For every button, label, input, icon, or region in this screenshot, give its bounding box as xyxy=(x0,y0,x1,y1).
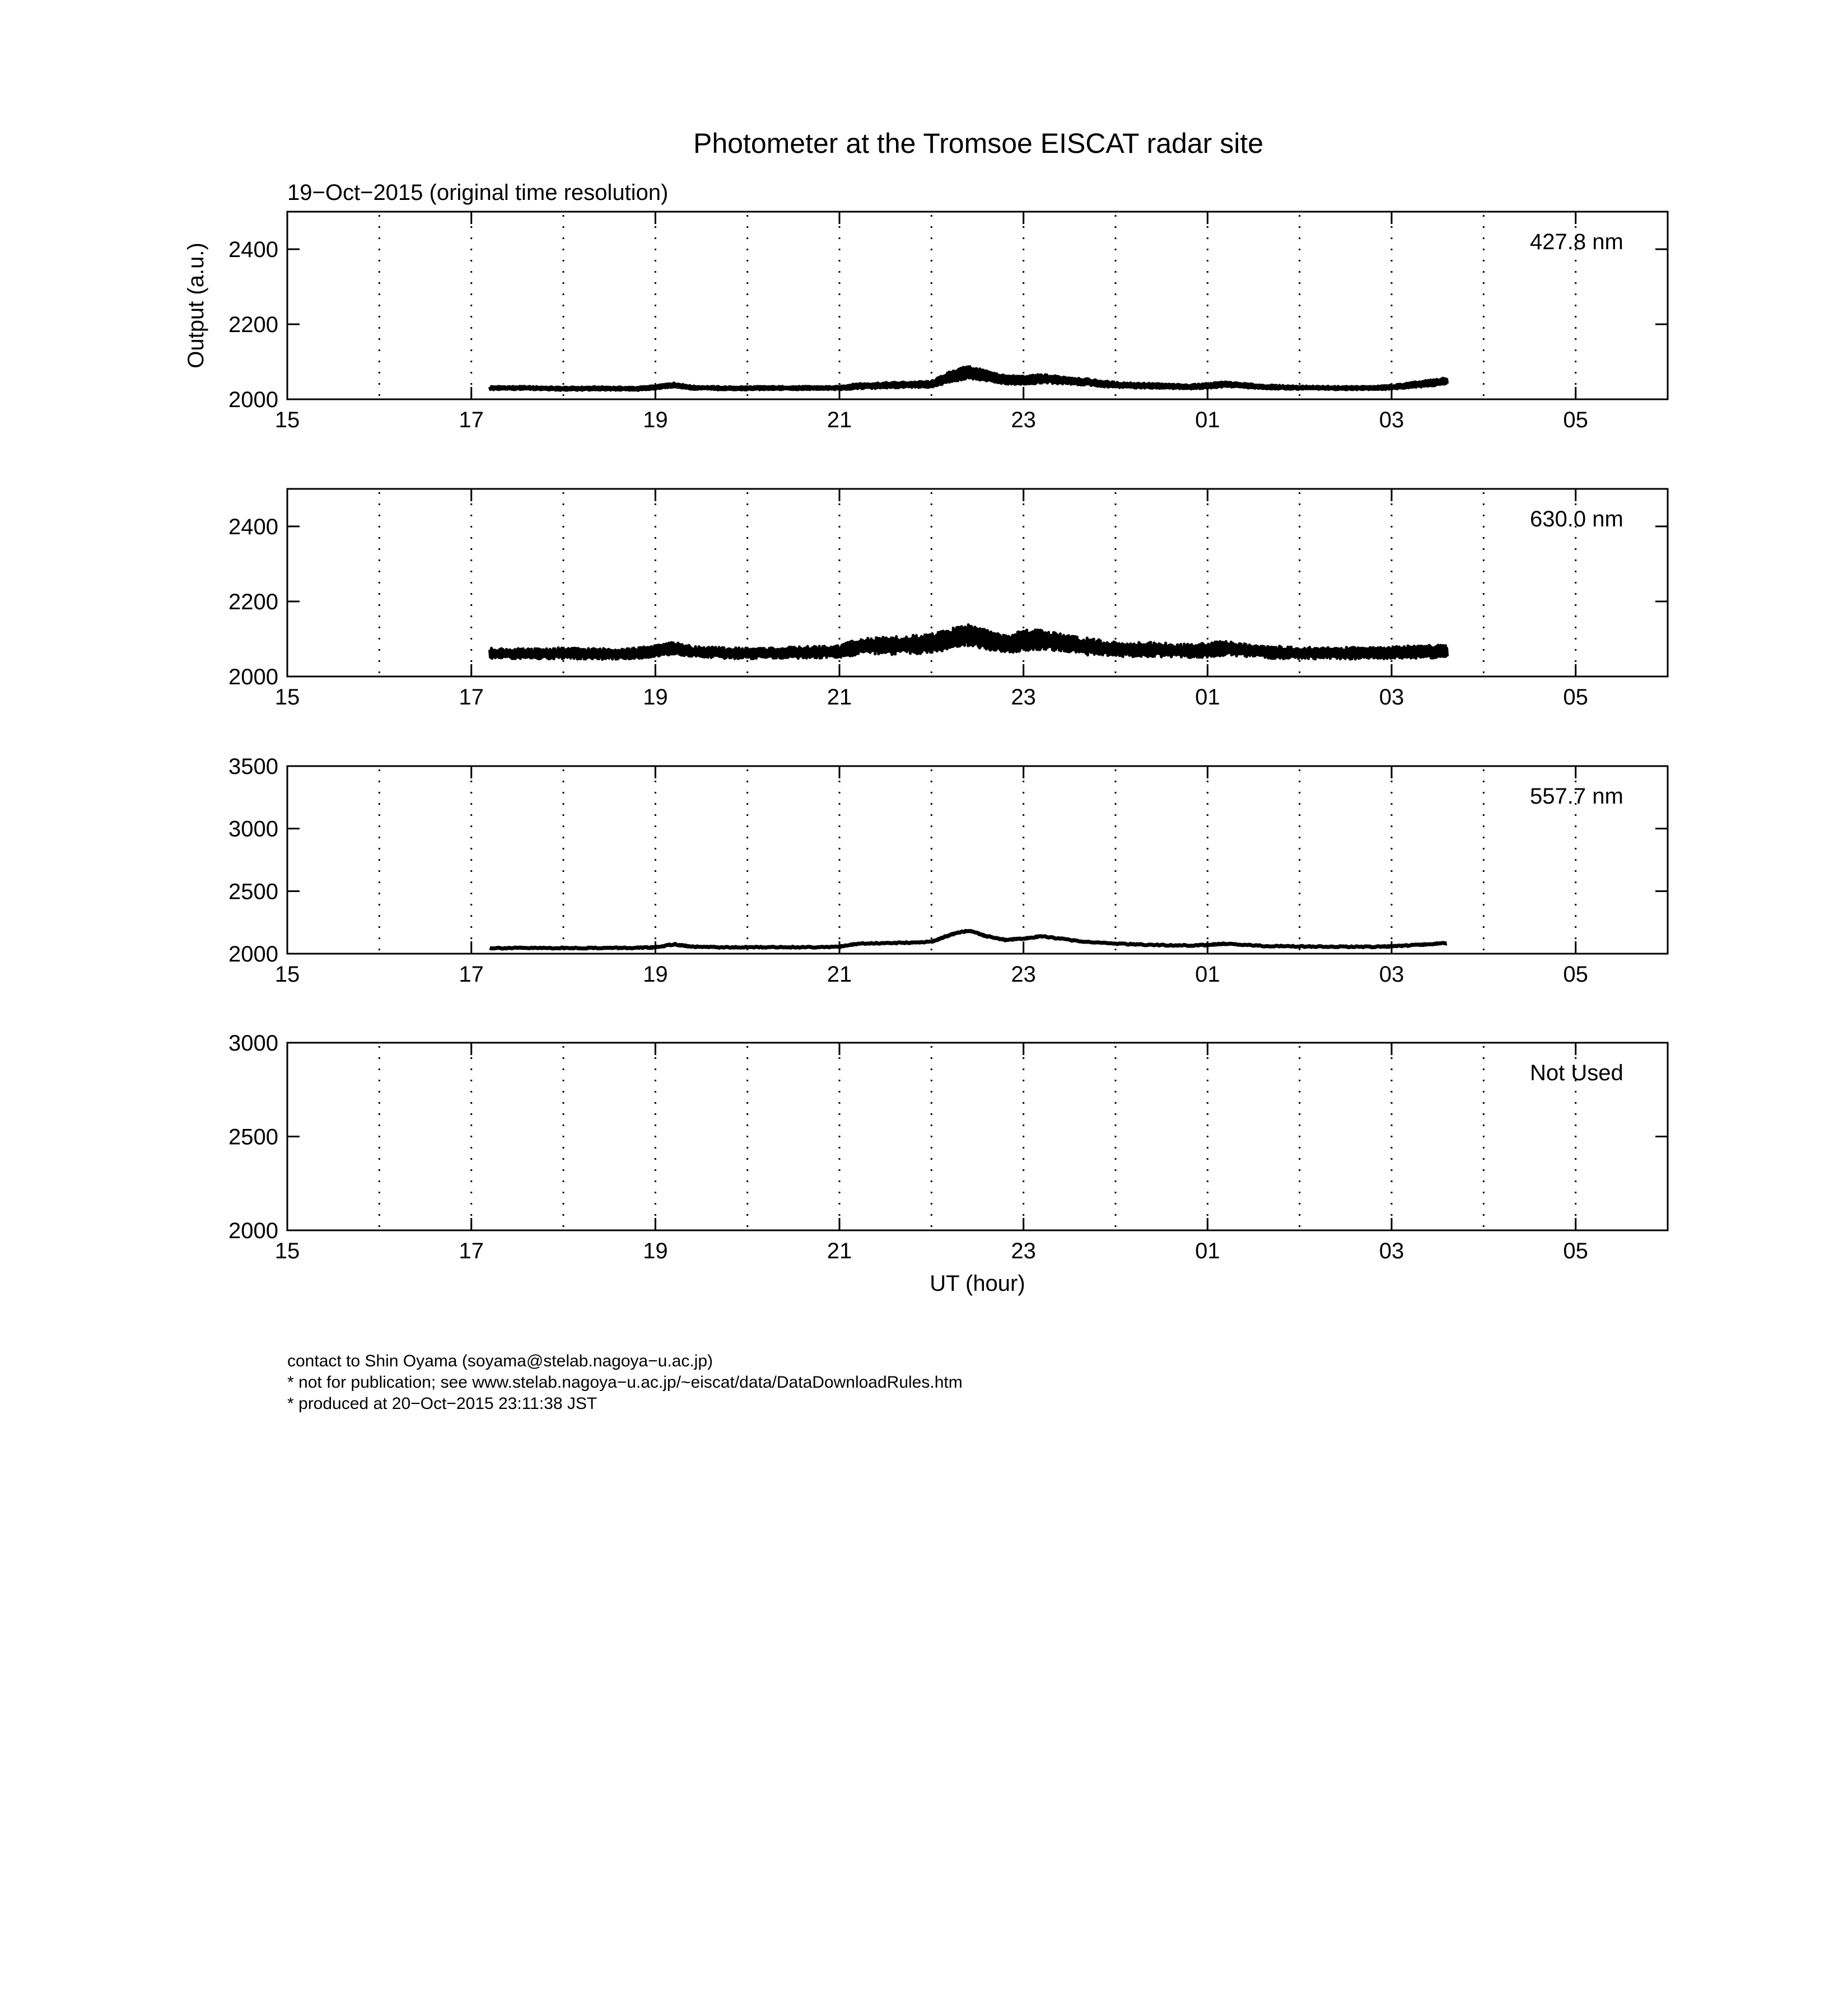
x-tick-label: 17 xyxy=(459,685,484,710)
x-tick-label: 01 xyxy=(1195,408,1220,432)
x-tick-label: 05 xyxy=(1563,408,1588,432)
x-tick-label: 03 xyxy=(1379,685,1404,710)
x-tick-label: 01 xyxy=(1195,1239,1220,1263)
x-tick-label: 23 xyxy=(1011,685,1036,710)
axes-frame xyxy=(287,1043,1668,1230)
chart-panel xyxy=(228,754,1668,987)
y-tick-label: 3500 xyxy=(228,754,278,779)
x-tick-label: 15 xyxy=(274,1239,300,1263)
x-tick-label: 03 xyxy=(1379,1239,1404,1263)
x-tick-label: 03 xyxy=(1379,962,1404,987)
x-tick-label: 23 xyxy=(1011,1239,1036,1263)
x-tick-label: 17 xyxy=(459,1239,484,1263)
footer xyxy=(287,1352,963,1413)
y-tick-label: 2200 xyxy=(228,590,278,614)
panel-label: 557.7 nm xyxy=(1530,784,1623,809)
y-tick-label: 2000 xyxy=(228,942,278,967)
x-tick-label: 17 xyxy=(459,962,484,987)
panel-label: Not Used xyxy=(1530,1061,1623,1085)
panel-label: 427.8 nm xyxy=(1530,230,1623,254)
chart-panel xyxy=(228,489,1668,710)
y-tick-label: 2500 xyxy=(228,1124,278,1150)
x-tick-label: 15 xyxy=(274,408,300,432)
y-tick-label: 2500 xyxy=(228,879,278,904)
y-tick-label: 2400 xyxy=(228,515,278,539)
x-tick-label: 15 xyxy=(274,685,300,710)
chart-panel xyxy=(184,212,1668,432)
footer-line: * produced at 20−Oct−2015 23:11:38 JST xyxy=(287,1394,598,1413)
x-tick-label: 05 xyxy=(1563,1239,1588,1263)
x-tick-label: 21 xyxy=(827,962,852,987)
footer-line: * not for publication; see www.stelab.nagoya−u.ac.jp/~eiscat/data/DataDownloadRules.htm xyxy=(287,1373,963,1392)
chart-title: Photometer at the Tromsoe EISCAT radar site xyxy=(693,128,1264,159)
x-tick-label: 01 xyxy=(1195,685,1220,710)
data-series-line xyxy=(490,931,1447,949)
x-tick-label: 05 xyxy=(1563,962,1588,987)
axes-frame xyxy=(287,489,1668,676)
y-tick-label: 2200 xyxy=(228,312,278,337)
y-tick-label: 2400 xyxy=(228,237,278,262)
x-tick-label: 19 xyxy=(643,685,668,710)
y-tick-label: 2000 xyxy=(228,665,278,689)
panels xyxy=(184,212,1668,1296)
chart-panel xyxy=(228,1031,1668,1296)
x-tick-label: 19 xyxy=(643,962,668,987)
data-series-line xyxy=(490,625,1448,660)
x-tick-label: 17 xyxy=(459,408,484,432)
x-tick-label: 19 xyxy=(643,408,668,432)
x-tick-label: 05 xyxy=(1563,685,1588,710)
y-tick-label: 3000 xyxy=(228,1031,278,1056)
x-tick-label: 21 xyxy=(827,408,852,432)
panel-label: 630.0 nm xyxy=(1530,507,1623,531)
data-series-line xyxy=(490,367,1448,391)
y-axis-label: Output (a.u.) xyxy=(184,242,208,368)
x-axis-label: UT (hour) xyxy=(930,1271,1025,1296)
x-tick-label: 15 xyxy=(274,962,300,987)
x-tick-label: 03 xyxy=(1379,408,1404,432)
x-tick-label: 19 xyxy=(643,1239,668,1263)
y-tick-label: 3000 xyxy=(228,816,278,842)
x-tick-label: 21 xyxy=(827,685,852,710)
x-tick-label: 23 xyxy=(1011,962,1036,987)
axes-frame xyxy=(287,766,1668,954)
x-tick-label: 21 xyxy=(827,1239,852,1263)
x-tick-label: 23 xyxy=(1011,408,1036,432)
y-tick-label: 2000 xyxy=(228,1219,278,1243)
x-tick-label: 01 xyxy=(1195,962,1220,987)
y-tick-label: 2000 xyxy=(228,388,278,412)
footer-line: contact to Shin Oyama (soyama@stelab.nagoya−u.ac.jp) xyxy=(287,1352,713,1370)
chart-subtitle: 19−Oct−2015 (original time resolution) xyxy=(287,180,669,205)
